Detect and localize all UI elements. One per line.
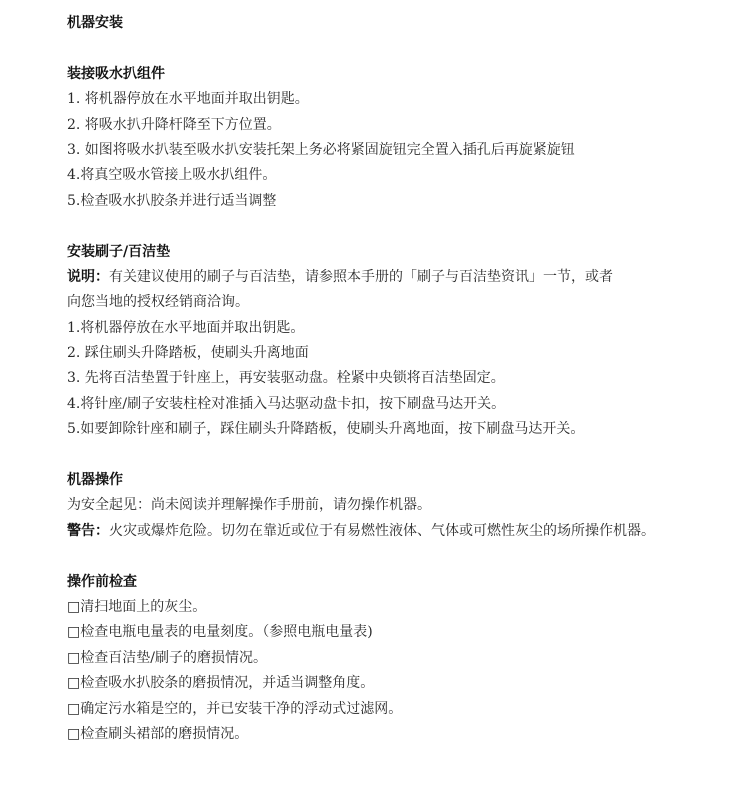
checklist-item: □检查百洁垫/刷子的磨损情况。 <box>67 649 267 666</box>
step-item: 2. 将吸水扒升降杆降至下方位置。 <box>67 116 281 133</box>
section-heading-brush: 安装刷子/百洁垫 <box>67 243 171 260</box>
section-heading-squeegee: 装接吸水扒组件 <box>67 65 165 82</box>
step-item: 4.将针座/刷子安装柱栓对准插入马达驱动盘卡扣，按下刷盘马达开关。 <box>67 395 506 412</box>
spacer <box>67 544 737 569</box>
note-text: 有关建议使用的刷子与百洁垫，请参照本手册的「刷子与百洁垫资讯」一节，或者 <box>109 268 613 285</box>
spacer <box>67 214 737 239</box>
warning-text: 火灾或爆炸危险。切勿在靠近或位于有易燃性液体、气体或可燃性灰尘的场所操作机器。 <box>109 522 655 539</box>
checklist-item: □检查电瓶电量表的电量刻度。（参照电瓶电量表) <box>67 624 373 641</box>
section-precheck <box>67 570 737 748</box>
spacer <box>67 443 737 468</box>
step-item: 2. 踩住刷头升降踏板，使刷头升离地面 <box>67 345 309 362</box>
step-item: 3. 先将百洁垫置于针座上，再安装驱动盘。栓紧中央锁将百洁垫固定。 <box>67 370 505 387</box>
safety-text: 为安全起见：尚未阅读并理解操作手册前，请勿操作机器。 <box>67 497 431 514</box>
section-squeegee <box>67 62 737 214</box>
warning-paragraph <box>67 519 737 544</box>
step-item: 1. 将机器停放在水平地面并取出钥匙。 <box>67 91 309 108</box>
checklist-item: □检查刷头裙部的磨损情况。 <box>67 725 249 742</box>
section-operation <box>67 468 737 544</box>
section-heading-operation: 机器操作 <box>67 472 123 489</box>
note-label: 说明： <box>67 268 109 285</box>
checklist-item: □清扫地面上的灰尘。 <box>67 598 207 615</box>
step-item: 3. 如图将吸水扒装至吸水扒安装托架上务必将紧固旋钮完全置入插孔后再旋紧旋钮 <box>67 141 575 158</box>
warning-label: 警告： <box>67 522 109 539</box>
document-body <box>67 11 737 747</box>
section-heading-precheck: 操作前检查 <box>67 573 137 590</box>
checklist-item: □检查吸水扒胶条的磨损情况，并适当调整角度。 <box>67 675 375 692</box>
spacer <box>67 36 737 61</box>
section-brush <box>67 240 737 443</box>
page-title: 机器安装 <box>67 15 123 31</box>
note-continuation: 向您当地的授权经销商洽询。 <box>67 294 249 311</box>
step-item: 5.如要卸除针座和刷子，踩住刷头升降踏板，使刷头升离地面，按下刷盘马达开关。 <box>67 421 585 438</box>
step-item: 4.将真空吸水管接上吸水扒组件。 <box>67 167 277 184</box>
step-item: 5.检查吸水扒胶条并进行适当调整 <box>67 192 277 209</box>
note-paragraph <box>67 265 737 290</box>
step-item: 1.将机器停放在水平地面并取出钥匙。 <box>67 319 305 336</box>
checklist-item: □确定污水箱是空的，并已安装干净的浮动式过滤网。 <box>67 700 403 717</box>
